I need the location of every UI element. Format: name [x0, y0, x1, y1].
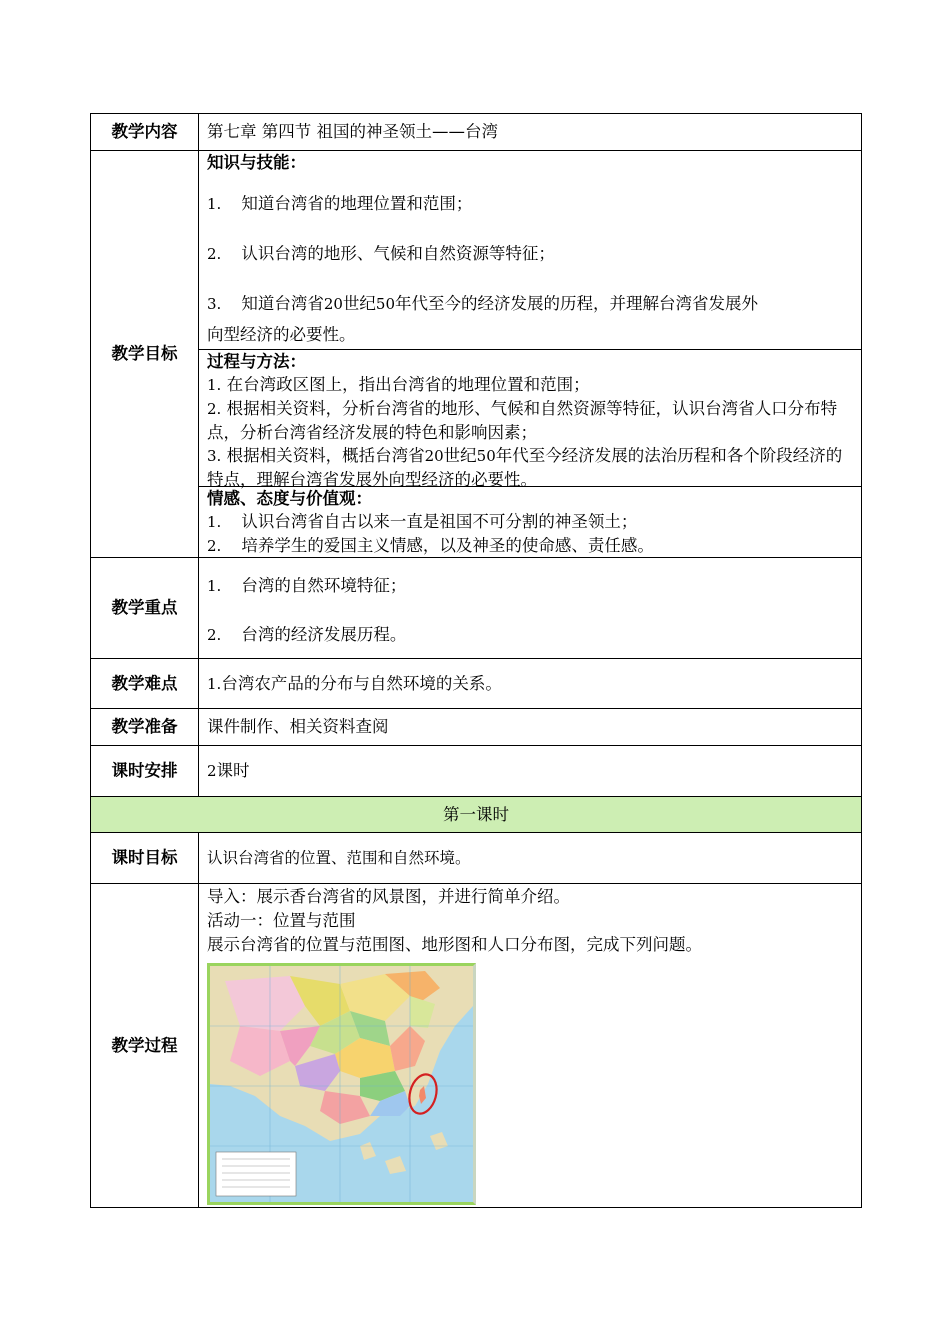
preparation-label: 教学准备 — [91, 709, 199, 746]
content-value: 第七章 第四节 祖国的神圣领土——台湾 — [199, 114, 862, 151]
lesson-plan — [90, 113, 861, 1208]
knowledge-item-2: 2. 认识台湾的地形、气候和自然资源等特征； — [207, 244, 555, 263]
process-item-1: 1. 在台湾政区图上，指出台湾省的地理位置和范围； — [207, 375, 590, 394]
process-label: 教学过程 — [91, 884, 199, 1208]
lesson-banner: 第一课时 — [91, 797, 862, 833]
schedule-label: 课时安排 — [91, 746, 199, 797]
key-point-2: 2. 台湾的经济发展历程。 — [207, 625, 407, 644]
emotion-item-1: 1. 认识台湾省自古以来一直是祖国不可分割的神圣领土； — [207, 512, 638, 531]
process-item-2: 2. 根据相关资料，分析台湾省的地形、气候和自然资源等特征，认识台湾省人口分布特点，分析台湾省经济发展的特色和影响因素； — [207, 399, 838, 442]
knowledge-block — [199, 151, 861, 350]
key-points-cell — [199, 558, 862, 659]
schedule-value: 2课时 — [199, 746, 862, 797]
emotion-heading: 情感、态度与价值观： — [207, 489, 372, 508]
emotion-block — [199, 487, 861, 557]
key-point-1: 1. 台湾的自然环境特征； — [207, 576, 407, 595]
map-illustration — [210, 966, 473, 1202]
process-cell — [199, 884, 862, 1208]
preparation-value: 课件制作、相关资料查阅 — [199, 709, 862, 746]
lesson-plan-table — [90, 113, 862, 1208]
china-map-image — [207, 963, 476, 1205]
process-line-3: 展示台湾省的位置与范围图、地形图和人口分布图，完成下列问题。 — [207, 935, 702, 954]
difficulties-value: 1.台湾农产品的分布与自然环境的关系。 — [199, 659, 862, 709]
knowledge-heading: 知识与技能： — [207, 153, 306, 172]
process-block — [199, 350, 861, 487]
lesson-goal-value: 认识台湾省的位置、范围和自然环境。 — [199, 833, 862, 884]
difficulties-label: 教学难点 — [91, 659, 199, 709]
knowledge-item-3: 3. 知道台湾省20世纪50年代至今的经济发展的历程，并理解台湾省发展外 向型经济的必要性。 — [207, 294, 758, 344]
emotion-item-2: 2. 培养学生的爱国主义情感，以及神圣的使命感、责任感。 — [207, 536, 654, 555]
objectives-label: 教学目标 — [91, 151, 199, 558]
content-label: 教学内容 — [91, 114, 199, 151]
process-line-2: 活动一：位置与范围 — [207, 911, 356, 930]
lesson-goal-label: 课时目标 — [91, 833, 199, 884]
process-line-1: 导入：展示香台湾省的风景图，并进行简单介绍。 — [207, 887, 570, 906]
knowledge-item-1: 1. 知道台湾省的地理位置和范围； — [207, 194, 473, 213]
process-item-3: 3. 根据相关资料，概括台湾省20世纪50年代至今经济发展的法治历程和各个阶段经济的特点，理解台湾省发展外向型经济的必要性。 — [207, 446, 843, 489]
process-heading: 过程与方法： — [207, 352, 306, 371]
key-points-label: 教学重点 — [91, 558, 199, 659]
objectives-cell — [199, 151, 862, 558]
